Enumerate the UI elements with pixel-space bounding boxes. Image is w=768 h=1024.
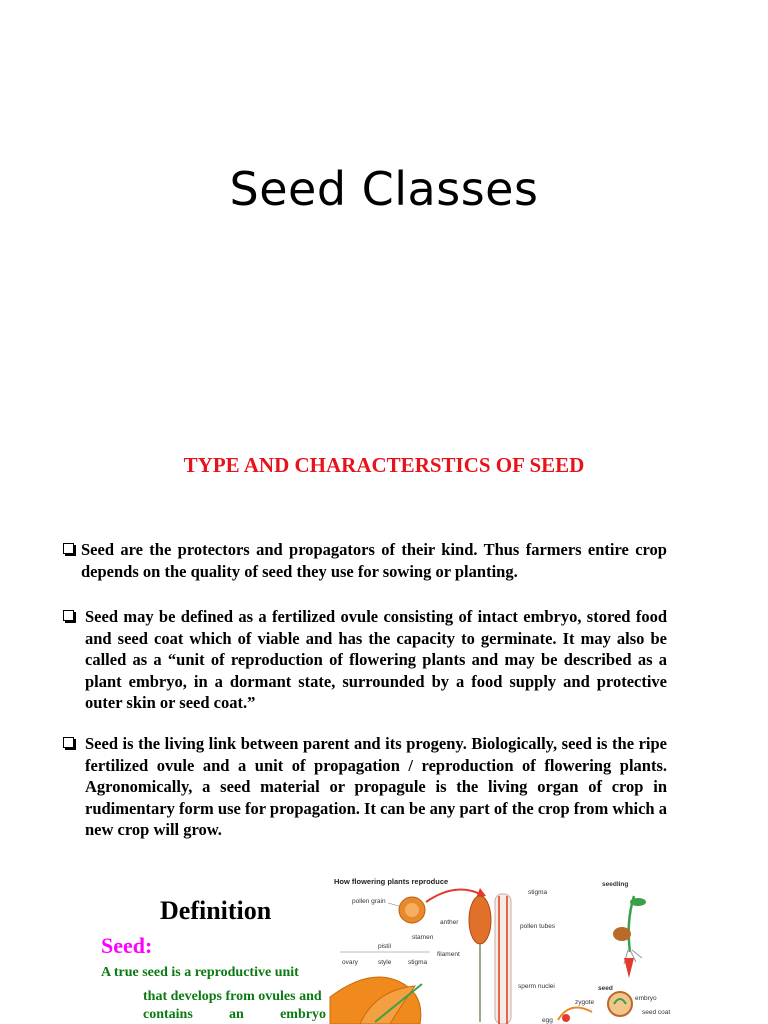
label-zygote: zygote — [575, 999, 595, 1006]
slide-title: Seed Classes — [229, 162, 539, 216]
section-heading: TYPE AND CHARACTERSTICS OF SEED — [183, 453, 585, 477]
label-pollen-grain: pollen grain — [352, 898, 386, 905]
label-embryo: embryo — [635, 995, 657, 1002]
checkbox-bullet-icon — [63, 543, 74, 554]
label-pistil: pistil — [378, 943, 392, 950]
label-filament: filament — [437, 951, 460, 958]
checkbox-bullet-icon — [63, 737, 74, 748]
definition-word: embryo — [280, 1006, 326, 1022]
definition-term: Seed: — [101, 933, 153, 958]
definition-word: an — [229, 1006, 244, 1022]
bullet-text: Seed may be defined as a fertilized ovule consisting of intact embryo, stored food and seed coat which of viable and has the capacity to germinate. It may also be called as a “unit of reproduction of flowering plants and may be described as a plant embryo, in a dormant state, surrounded by a food supply and protective outer skin or seed coat.” — [85, 607, 667, 712]
pistil-icon — [495, 894, 511, 1024]
anther-icon — [469, 896, 491, 944]
definition-line: A true seed is a reproductive unit — [101, 965, 299, 980]
definition-line — [143, 1006, 326, 1024]
label-ovary: ovary — [342, 959, 358, 966]
arrow-icon — [624, 958, 634, 978]
bullet-text: Seed is the living link between parent and its progeny. Biologically, seed is the ripe fertilized ovule and a unit of propagation / reproduction of flowering plants. Agronomically, a seed material or propagule is the living organ of crop in rudimentary form use for propagation. It can be any part of the crop from which a new crop will grow. — [85, 734, 667, 839]
definition-body — [143, 988, 326, 1023]
label-sperm-nuclei: sperm nuclei — [518, 983, 555, 990]
label-seedling: seedling — [602, 881, 629, 888]
pollen-grain-core-icon — [405, 903, 419, 917]
label-seed-coat: seed coat — [642, 1009, 671, 1016]
seedling-leaf-icon — [630, 898, 646, 906]
label-seed: seed — [598, 985, 613, 992]
bullet-item — [63, 606, 667, 714]
egg-icon — [562, 1014, 570, 1022]
bullet-item — [63, 733, 667, 841]
label-pollen-tubes: pollen tubes — [520, 923, 556, 930]
seedling-seed-icon — [613, 927, 631, 941]
definition-title: Definition — [160, 896, 272, 925]
diagram-title: How flowering plants reproduce — [334, 877, 449, 886]
seed-icon — [608, 992, 632, 1016]
label-style: style — [378, 959, 392, 966]
label-egg: egg — [542, 1017, 553, 1024]
label-stigma-top: stigma — [528, 889, 548, 896]
label-stamen: stamen — [412, 934, 434, 941]
plant-reproduction-diagram — [330, 872, 671, 1024]
definition-word: contains — [143, 1006, 193, 1022]
definition-line: that develops from ovules and — [143, 989, 322, 1004]
label-anther: anther — [440, 919, 459, 926]
arrow-icon — [426, 890, 480, 903]
bullet-item — [63, 539, 667, 582]
checkbox-bullet-icon — [63, 610, 74, 621]
bullet-text: Seed are the protectors and propagators of their kind. Thus farmers entire crop depends on the quality of seed they use for sowing or planting. — [81, 540, 667, 581]
label-stigma: stigma — [408, 959, 428, 966]
